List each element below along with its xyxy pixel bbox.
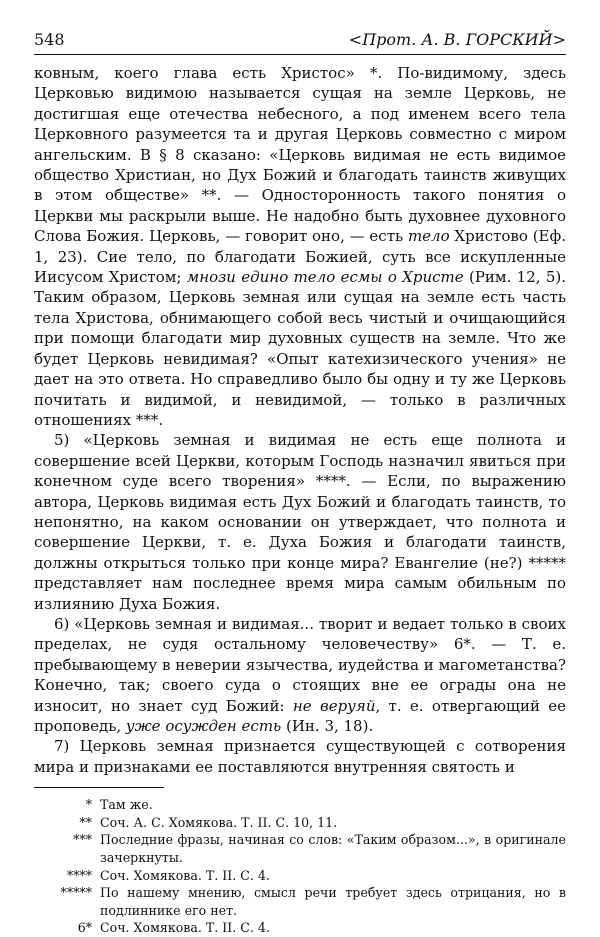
text-run: Христово (Еф. 1, 23). Сие тело, по благодати Божией, суть все искупленные Иисусом Христом; (34, 227, 566, 287)
footnote-mark: **** (66, 867, 92, 883)
paragraph (34, 614, 566, 736)
header-rule (34, 54, 566, 55)
footnote-mark: ***** (60, 885, 92, 901)
footnote (34, 867, 566, 885)
italic-quote: мнози едино тело есмы о Христе (186, 268, 464, 287)
text-run: 7) Церковь земная признается существующей с сотворения мира и признаками ее поставляются внутренняя святость и (34, 737, 566, 776)
page-number: 548 (34, 30, 65, 49)
text-run: (Рим. 12, 5). Таким образом, Церковь земная или сущая на земле есть часть тела Христова, обнимающего собой весь чистый и очищающийся при помощи благодати мир духовных существ на земле. Что же будет Церковь невидимая? «Опыт катехизического учения» не дает на это ответа. Но справедливо было бы одну и ту же Церковь почитать и видимой, и невидимой, — только в различных отношениях ***. (34, 268, 567, 429)
italic-quote: уже осужден есть (125, 717, 282, 735)
footnote-separator (34, 787, 164, 788)
footnote (34, 814, 566, 832)
text-run: (Ин. 3, 18). (281, 717, 374, 735)
footnote-mark: 6* (77, 920, 92, 936)
main-text (34, 63, 566, 777)
book-page (34, 30, 566, 937)
footnote (34, 796, 566, 814)
paragraph (34, 736, 566, 777)
footnote-text: Там же. (100, 797, 153, 813)
footnote (34, 831, 566, 866)
paragraph (34, 430, 566, 614)
footnote-text: По нашему мнению, смысл речи требует здесь отрицания, но в подлиннике его нет. (100, 885, 566, 918)
paragraph (34, 63, 566, 430)
running-title: <Прот. А. В. ГОРСКИЙ> (348, 30, 566, 49)
footnote-mark: ** (79, 814, 92, 830)
footnote-mark: * (85, 797, 92, 813)
text-run: , т. е. отвергающий ее проповедь, (34, 696, 567, 735)
text-run: ковным, коего глава есть Христос» *. По-видимому, здесь Церковью видимою называется сущая на земле Церковь, не достигшая еще отечества небесного, а под именем всего тела Церковного разумеется та и другая Церковь совместно с миром ангельским. В § 8 сказано: «Церковь видимая не есть видимое общество Христиан, но Дух Божий и благодать таинств живущих в этом обществе» **. — Односторонность такого понятия о Церкви мы раскрыли выше. Не надобно быть духовнее духовного Слова Божия. Церковь, — говорит оно, — есть (34, 64, 566, 246)
italic-quote: не веруяй (292, 696, 376, 715)
text-run: 6) «Церковь земная и видимая... творит и ведает только в своих пределах, не судя остальному человечеству» 6*. — Т. е. пребывающему в неверии язычества, иудейства и магометанства? Конечно, так; своего суда о стоящих вне ее ограды она не износит, но знает суд Божий: (34, 614, 566, 715)
footnote-mark: *** (73, 832, 92, 848)
footnote-text: Соч. А. С. Хомякова. Т. II. С. 10, 11. (100, 814, 338, 830)
footnote-text: Соч. Хомякова. Т. II. С. 4. (100, 867, 270, 883)
text-run: 5) «Церковь земная и видимая не есть еще полнота и совершение всей Церкви, которым Господь назначил явиться при конечном суде всего творения» ****. — Если, по выражению автора, Церковь видимая есть Дух Божий и благодать таинств, то непонятно, на каком основании он утверждает, что полнота и совершение Церкви, т. е. Духа Божия и благодати таинств, должны открыться только при конце мира? Евангелие (не?) ***** представляет нам последнее время мира самым обильным по излиянию Духа Божия. (34, 431, 566, 613)
footnote (34, 919, 566, 937)
footnote (34, 884, 566, 919)
page-header (34, 30, 566, 54)
footnotes (34, 796, 566, 937)
footnote-text: Последние фразы, начиная со слов: «Таким образом...», в оригинале зачеркнуты. (100, 832, 566, 865)
italic-quote: тело (407, 227, 450, 246)
footnote-text: Соч. Хомякова. Т. II. С. 4. (100, 920, 270, 936)
